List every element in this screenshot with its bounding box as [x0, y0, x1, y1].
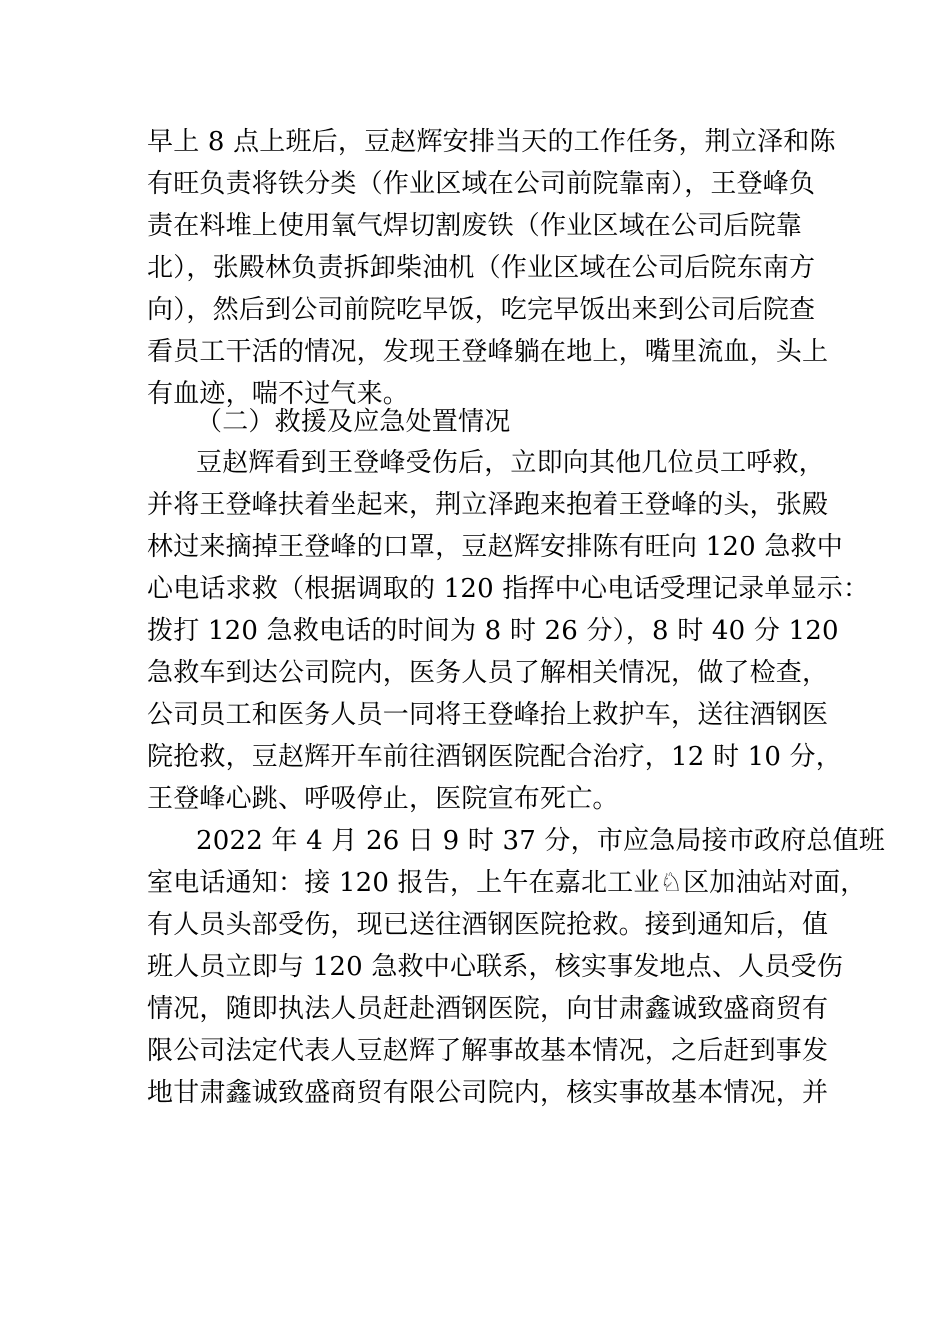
section-heading: （二）救援及应急处置情况: [196, 407, 511, 437]
text-line: 并将王登峰扶着坐起来，荆立泽跑来抱着王登峰的头，张殿: [147, 490, 829, 520]
text-line: 北），张殿林负责拆卸柴油机（作业区域在公司后院东南方: [147, 253, 816, 283]
text-line: 心电话求救（根据调取的 120 指挥中心电话受理记录单显示：: [147, 574, 870, 604]
text-line: 看员工干活的情况，发现王登峰躺在地上，嘴里流血，头上: [147, 337, 829, 367]
text-line: 2022 年 4 月 26 日 9 时 37 分，市应急局接市政府总值班: [196, 826, 886, 856]
text-line: 有人员头部受伤，现已送往酒钢医院抢救。接到通知后，值: [147, 910, 829, 940]
text-line: 地甘肃鑫诚致盛商贸有限公司院内，核实事故基本情况，并: [147, 1078, 829, 1108]
text-line: 王登峰心跳、呼吸停止，医院宣布死亡。: [147, 784, 619, 814]
text-line: 院抢救，豆赵辉开车前往酒钢医院配合治疗，12 时 10 分，: [147, 742, 842, 772]
text-line: 有血迹，喘不过气来。: [147, 379, 410, 409]
text-line: 限公司法定代表人豆赵辉了解事故基本情况，之后赶到事发: [147, 1036, 829, 1066]
text-line: 豆赵辉看到王登峰受伤后，立即向其他几位员工呼救，: [196, 448, 825, 478]
text-line: 情况，随即执法人员赶赴酒钢医院，向甘肃鑫诚致盛商贸有: [147, 994, 829, 1024]
text-line: 向），然后到公司前院吃早饭，吃完早饭出来到公司后院查: [147, 295, 816, 325]
text-line: 拨打 120 急救电话的时间为 8 时 26 分），8 时 40 分 120: [147, 616, 839, 646]
text-line: 早上 8 点上班后，豆赵辉安排当天的工作任务，荆立泽和陈: [147, 127, 836, 157]
text-line: 班人员立即与 120 急救中心联系，核实事发地点、人员受伤: [147, 952, 843, 982]
text-line: 公司员工和医务人员一同将王登峰抬上救护车，送往酒钢医: [147, 700, 829, 730]
text-line: 急救车到达公司院内，医务人员了解相关情况，做了检查，: [147, 658, 829, 688]
text-line: 有旺负责将铁分类（作业区域在公司前院靠南），王登峰负: [147, 169, 816, 199]
text-line: 室电话通知：接 120 报告，上午在嘉北工业♘区加油站对面，: [147, 868, 867, 898]
text-line: 林过来摘掉王登峰的口罩，豆赵辉安排陈有旺向 120 急救中: [147, 532, 843, 562]
text-line: 责在料堆上使用氧气焊切割废铁（作业区域在公司后院靠: [147, 211, 803, 241]
